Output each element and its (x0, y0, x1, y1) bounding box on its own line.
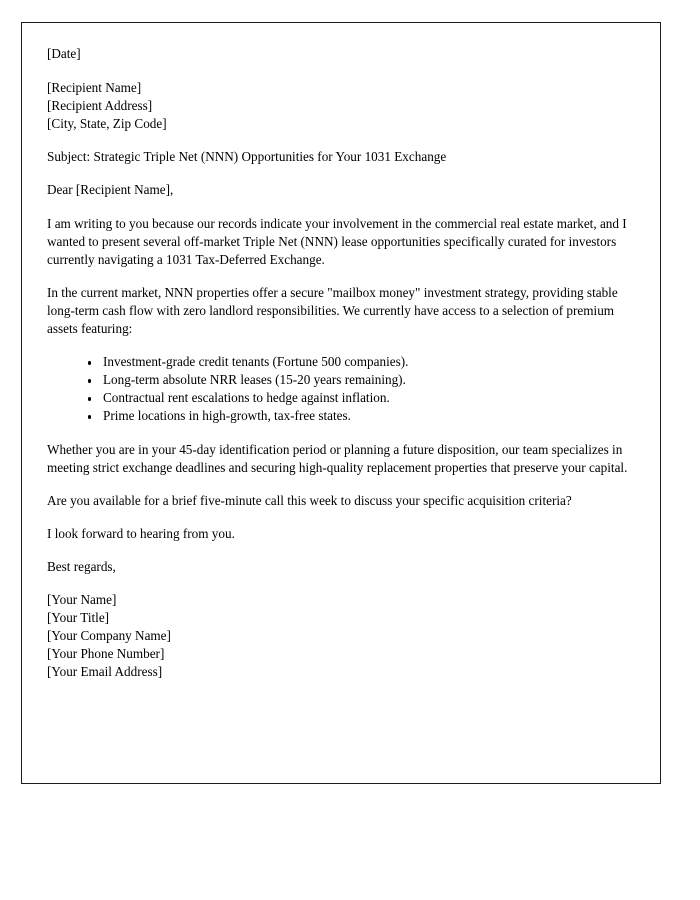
subject-line: Subject: Strategic Triple Net (NNN) Opportunities for Your 1031 Exchange (47, 149, 447, 165)
signature-company-name: [Your Company Name] (47, 628, 171, 644)
letter-page-frame (21, 22, 661, 784)
closing-paragraph-2: Are you available for a brief five-minute call this week to discuss your specific acquisition criteria? (47, 492, 572, 508)
asset-features-list (47, 353, 639, 425)
closing-paragraph-3: I look forward to hearing from you. (47, 525, 235, 541)
body-paragraph-2: In the current market, NNN properties offer a secure "mailbox money" investment strategy, providing stable long-term cash flow with zero landlord responsibilities. We currently have access to a selection of premium assets featuring: (47, 284, 618, 337)
list-item: Prime locations in high-growth, tax-free states. (88, 407, 639, 425)
list-item: Contractual rent escalations to hedge against inflation. (88, 389, 639, 407)
signature-email-address: [Your Email Address] (47, 664, 163, 680)
list-item: Investment-grade credit tenants (Fortune 500 companies). (88, 353, 639, 371)
recipient-address-block (47, 79, 639, 133)
recipient-name-line: [Recipient Name] (47, 80, 142, 96)
signature-block (47, 591, 639, 681)
body-paragraph-1: I am writing to you because our records indicate your involvement in the commercial real estate market, and I wanted to present several off-market Triple Net (NNN) lease opportunities specifically curated for investors currently navigating a 1031 Tax-Deferred Exchange. (47, 215, 627, 267)
recipient-address-line: [Recipient Address] (47, 98, 153, 114)
recipient-city-state-zip-line: [City, State, Zip Code] (47, 116, 167, 132)
closing-paragraph-1: Whether you are in your 45-day identification period or planning a future disposition, our team specializes in meeting strict exchange deadlines and securing high-quality replacement properties that preserve your capital. (47, 441, 628, 475)
signature-your-title: [Your Title] (47, 610, 110, 626)
date-placeholder: [Date] (47, 46, 81, 61)
salutation: Dear [Recipient Name], (47, 182, 174, 198)
list-item: Long-term absolute NRR leases (15-20 years remaining). (88, 371, 639, 389)
sign-off: Best regards, (47, 558, 116, 574)
signature-your-name: [Your Name] (47, 591, 117, 607)
letter-content (47, 45, 639, 681)
signature-phone-number: [Your Phone Number] (47, 646, 165, 662)
